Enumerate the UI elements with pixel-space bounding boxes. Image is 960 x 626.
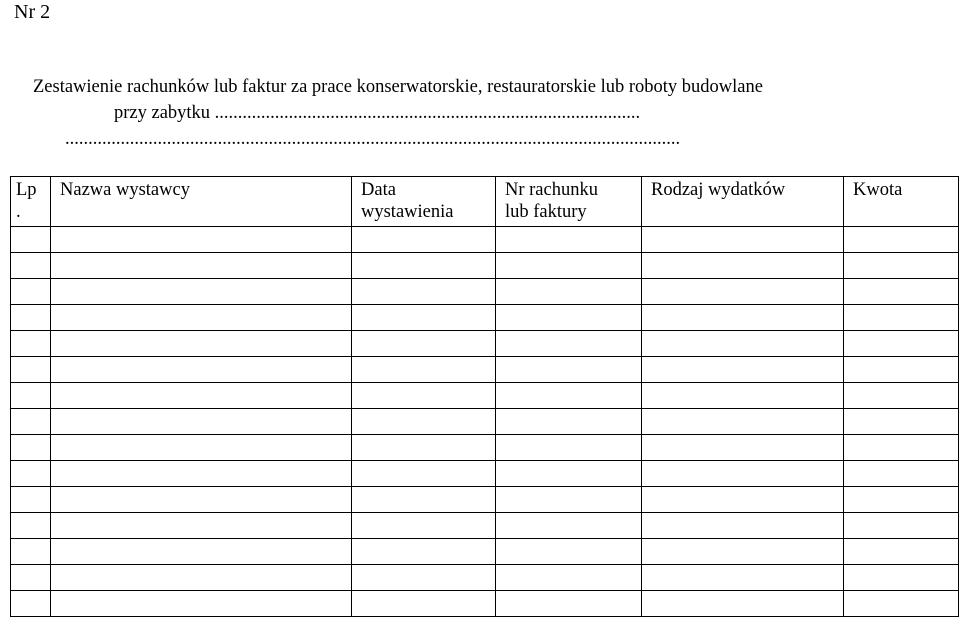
invoice-table (10, 176, 959, 617)
header-lp (11, 177, 51, 227)
cell-invoice-number (496, 279, 642, 305)
header-issuer-name (51, 177, 352, 227)
cell-invoice-number (496, 539, 642, 565)
header-issue-date-line1: Data (361, 180, 396, 200)
cell-expense-type (642, 409, 844, 435)
cell-amount (844, 461, 959, 487)
cell-amount (844, 357, 959, 383)
title-line-3: ..................................................................................................................................... (65, 129, 681, 149)
cell-expense-type (642, 435, 844, 461)
header-issue-date (352, 177, 496, 227)
cell-issue-date (352, 279, 496, 305)
table-row (11, 461, 959, 487)
cell-amount (844, 565, 959, 591)
cell-invoice-number (496, 253, 642, 279)
header-expense-type (642, 177, 844, 227)
table-row (11, 435, 959, 461)
cell-amount (844, 227, 959, 253)
cell-invoice-number (496, 565, 642, 591)
cell-expense-type (642, 253, 844, 279)
cell-invoice-number (496, 461, 642, 487)
cell-issuer-name (51, 305, 352, 331)
cell-issue-date (352, 591, 496, 617)
table-row (11, 539, 959, 565)
header-expense-type-label: Rodzaj wydatków (651, 180, 786, 200)
cell-expense-type (642, 383, 844, 409)
cell-expense-type (642, 487, 844, 513)
cell-issuer-name (51, 227, 352, 253)
cell-lp (11, 591, 51, 617)
header-invoice-number (496, 177, 642, 227)
cell-lp (11, 253, 51, 279)
cell-issue-date (352, 357, 496, 383)
cell-expense-type (642, 227, 844, 253)
cell-expense-type (642, 331, 844, 357)
table-row (11, 331, 959, 357)
cell-invoice-number (496, 227, 642, 253)
cell-lp (11, 513, 51, 539)
cell-issue-date (352, 539, 496, 565)
cell-lp (11, 279, 51, 305)
table-row (11, 279, 959, 305)
table-row (11, 487, 959, 513)
cell-issue-date (352, 409, 496, 435)
cell-lp (11, 409, 51, 435)
cell-issuer-name (51, 461, 352, 487)
cell-invoice-number (496, 591, 642, 617)
cell-lp (11, 227, 51, 253)
cell-amount (844, 383, 959, 409)
document-number: Nr 2 (14, 1, 51, 23)
cell-issuer-name (51, 409, 352, 435)
table-header-row (11, 177, 959, 227)
cell-invoice-number (496, 331, 642, 357)
cell-lp (11, 565, 51, 591)
table-row (11, 565, 959, 591)
cell-expense-type (642, 279, 844, 305)
cell-issuer-name (51, 487, 352, 513)
cell-issue-date (352, 383, 496, 409)
table-row (11, 227, 959, 253)
cell-invoice-number (496, 409, 642, 435)
cell-amount (844, 487, 959, 513)
cell-invoice-number (496, 383, 642, 409)
cell-amount (844, 513, 959, 539)
cell-issuer-name (51, 383, 352, 409)
cell-amount (844, 253, 959, 279)
cell-issue-date (352, 565, 496, 591)
header-invoice-number-line2: lub faktury (505, 202, 587, 222)
table-row (11, 357, 959, 383)
title-line-2: przy zabytku ............................................................................................ (114, 103, 641, 123)
table-row (11, 383, 959, 409)
cell-expense-type (642, 565, 844, 591)
cell-issuer-name (51, 253, 352, 279)
table-body (11, 227, 959, 617)
cell-issuer-name (51, 357, 352, 383)
cell-expense-type (642, 305, 844, 331)
header-lp-line2: . (16, 202, 21, 222)
cell-invoice-number (496, 305, 642, 331)
cell-lp (11, 305, 51, 331)
cell-lp (11, 487, 51, 513)
cell-amount (844, 409, 959, 435)
header-amount-label: Kwota (853, 180, 903, 200)
cell-expense-type (642, 513, 844, 539)
table-row (11, 591, 959, 617)
cell-invoice-number (496, 435, 642, 461)
table-row (11, 409, 959, 435)
header-invoice-number-line1: Nr rachunku (505, 180, 598, 200)
cell-lp (11, 461, 51, 487)
table-row (11, 305, 959, 331)
title-line-1: Zestawienie rachunków lub faktur za prace konserwatorskie, restauratorskie lub roboty budowlane (33, 77, 763, 97)
cell-issuer-name (51, 565, 352, 591)
cell-lp (11, 539, 51, 565)
cell-amount (844, 435, 959, 461)
cell-invoice-number (496, 357, 642, 383)
cell-issuer-name (51, 513, 352, 539)
cell-issuer-name (51, 539, 352, 565)
cell-amount (844, 331, 959, 357)
cell-amount (844, 591, 959, 617)
cell-issue-date (352, 331, 496, 357)
cell-issue-date (352, 253, 496, 279)
cell-issue-date (352, 513, 496, 539)
header-issuer-name-label: Nazwa wystawcy (60, 180, 190, 200)
cell-amount (844, 279, 959, 305)
cell-issue-date (352, 487, 496, 513)
cell-expense-type (642, 357, 844, 383)
header-amount (844, 177, 959, 227)
cell-invoice-number (496, 487, 642, 513)
cell-lp (11, 357, 51, 383)
cell-issuer-name (51, 279, 352, 305)
cell-amount (844, 539, 959, 565)
cell-issue-date (352, 435, 496, 461)
table-row (11, 253, 959, 279)
cell-lp (11, 435, 51, 461)
cell-issuer-name (51, 591, 352, 617)
cell-issue-date (352, 305, 496, 331)
cell-issuer-name (51, 435, 352, 461)
header-lp-line1: Lp (16, 180, 37, 200)
cell-lp (11, 331, 51, 357)
cell-expense-type (642, 539, 844, 565)
cell-lp (11, 383, 51, 409)
cell-amount (844, 305, 959, 331)
cell-invoice-number (496, 513, 642, 539)
cell-expense-type (642, 461, 844, 487)
cell-issue-date (352, 461, 496, 487)
table-row (11, 513, 959, 539)
cell-expense-type (642, 591, 844, 617)
cell-issue-date (352, 227, 496, 253)
header-issue-date-line2: wystawienia (361, 202, 454, 222)
cell-issuer-name (51, 331, 352, 357)
